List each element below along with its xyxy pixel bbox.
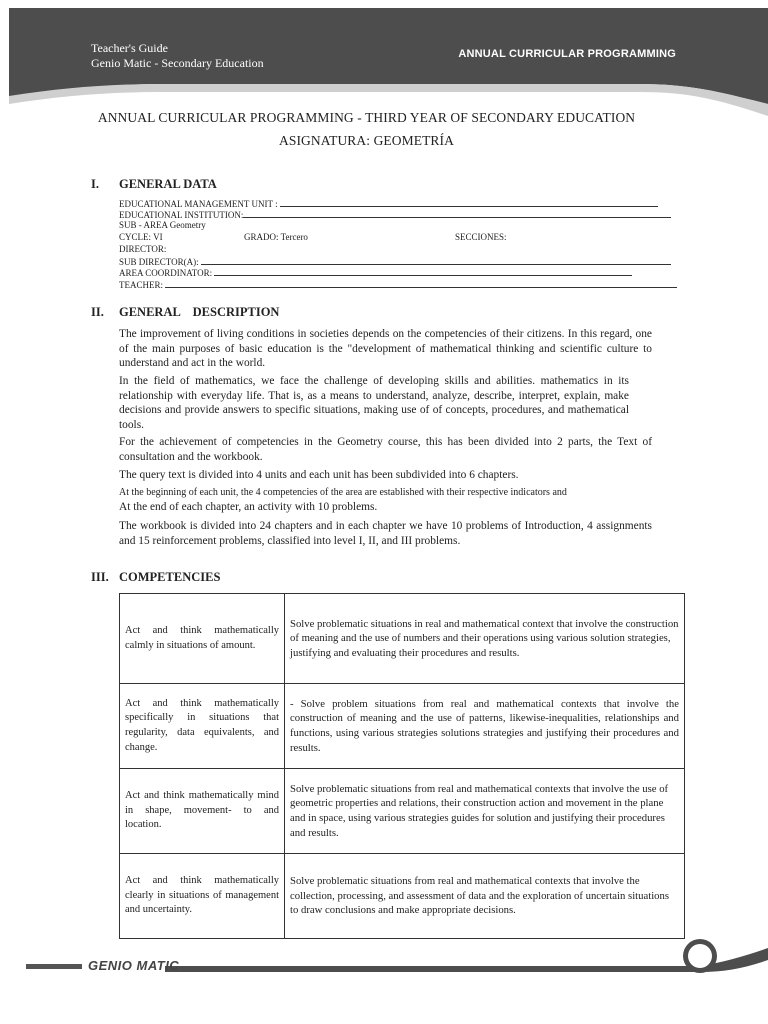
section-competencies (91, 570, 220, 585)
field-director: DIRECTOR: (119, 244, 167, 254)
field-label: EDUCATIONAL INSTITUTION: (119, 210, 244, 220)
field-secciones: SECCIONES: (455, 232, 507, 242)
competency-name: Act and think mathematically calmly in situations of amount. (120, 594, 285, 684)
description-paragraph: In the field of mathematics, we face the challenge of developing skills and abilities. mathematics in its relationship with everyday life. That is, as a means to understand, analyze, describe, interpret, explain, make decisions and provide answers to specific situations, making use of of concepts, procedures, and mathematical tools. (119, 375, 629, 431)
guide-label: Teacher's Guide (91, 41, 168, 55)
section-general-description (91, 305, 279, 320)
competency-description: - Solve problem situations from real and mathematical contexts that involve the construction of meaning and the use of patterns, likewise-inequalities, relationships and functions, using various strategies solutions strategies and justifying their procedures and results. (285, 684, 685, 769)
field-label: AREA COORDINATOR: (119, 268, 213, 278)
description-paragraph: At the end of each chapter, an activity with 10 problems. (119, 501, 378, 513)
section-general-data (91, 177, 217, 192)
doc-title: ANNUAL CURRICULAR PROGRAMMING - THIRD YEAR OF SECONDARY EDUCATION (97, 110, 636, 125)
field-label: EDUCATIONAL MANAGEMENT UNIT : (119, 199, 278, 209)
description-paragraph: The query text is divided into 4 units and each unit has been subdivided into 6 chapters. (119, 469, 519, 481)
competency-name: Act and think mathematically mind in shape, movement- to and location. (120, 769, 285, 854)
field-grado: GRADO: Tercero (244, 232, 308, 242)
field-teacher (119, 279, 677, 292)
header-info (91, 41, 264, 71)
table-row (120, 769, 685, 854)
section-number: III. (91, 570, 109, 584)
competencies-table (119, 593, 685, 939)
field-cycle (119, 232, 163, 244)
field-subarea: SUB - AREA Geometry (119, 220, 206, 230)
competency-name: Act and think mathematically clearly in situations of management and uncertainty. (120, 854, 285, 939)
table-row (120, 854, 685, 939)
series-label: Genio Matic - Secondary Education (91, 56, 264, 70)
description-paragraph: For the achievement of competencies in the Geometry course, this has been divided into 2 parts, the Text of consultation and the workbook. (119, 436, 652, 463)
section-number: II. (91, 305, 104, 319)
description-paragraph: At the beginning of each unit, the 4 competencies of the area are established with their respective indicators and (119, 487, 567, 498)
description-paragraph: The improvement of living conditions in societies depends on the competencies of their citizens. In this regard, one of the main purposes of basic education is the "development of mathematical thinking and scientific culture to understand and act in the world. (119, 328, 652, 370)
section-title: COMPETENCIES (119, 570, 221, 584)
section-title: GENERAL DATA (119, 177, 217, 191)
competency-name: Act and think mathematically specifically in situations that regularity, data equivalents, and change. (120, 684, 285, 769)
field-label: TEACHER: (119, 280, 163, 290)
doc-subject: ASIGNATURA: GEOMETRÍA (279, 133, 454, 148)
field-label: SUB DIRECTOR(A): (119, 257, 199, 267)
field-coordinator (119, 267, 632, 280)
description-paragraph: The workbook is divided into 24 chapters and in each chapter we have 10 problems of Introduction, 4 assignments and 15 reinforcement problems, classified into level I, II, and III problems. (119, 520, 652, 547)
header-banner: ANNUAL CURRICULAR PROGRAMMING (458, 48, 676, 60)
competency-description: Solve problematic situations from real and mathematical contexts that involve the use of geometric properties and relations, their construction action and movement in the plane and in space, using various strategies guides for solution and justifying their procedures and results. (285, 769, 685, 854)
competency-description: Solve problematic situations from real and mathematical contexts that involve the collection, processing, and assessment of data and the exploration of uncertain situations to draw conclusions and make appropriate decisions. (285, 854, 685, 939)
field-label: CYCLE: VI (119, 232, 163, 242)
table-row (120, 684, 685, 769)
competency-description: Solve problematic situations in real and mathematical context that involve the construction of meaning and the use of numbers and their operations using various solution strategies, justifying and evaluating their procedures and results. (285, 594, 685, 684)
genio-matic-logo: GENIO MATIC (88, 958, 180, 973)
table-row (120, 594, 685, 684)
section-title: GENERAL DESCRIPTION (119, 305, 280, 319)
section-number: I. (91, 177, 99, 191)
